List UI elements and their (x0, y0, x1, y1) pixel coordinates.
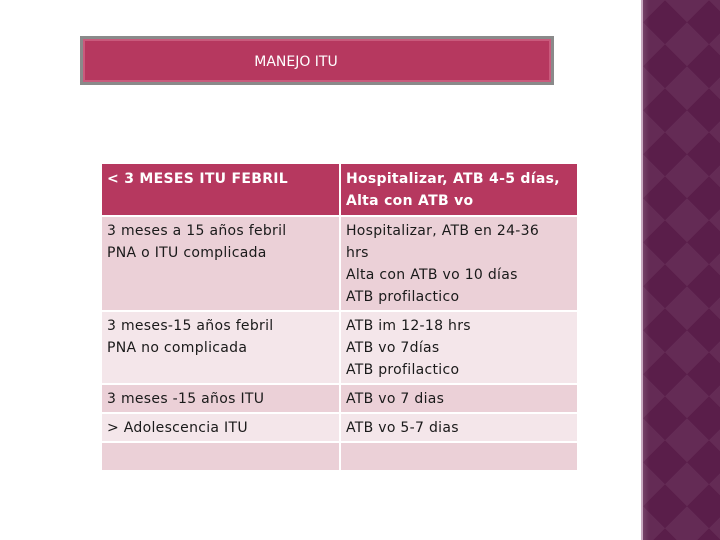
table-header-cell-age: < 3 MESES ITU FEBRIL (101, 163, 340, 216)
table-cell-treatment: Hospitalizar, ATB en 24-36 hrs Alta con ATB vo 10 días ATB profilactico (340, 216, 578, 311)
table-cell-treatment: ATB im 12-18 hrs ATB vo 7días ATB profilactico (340, 311, 578, 384)
table-cell-empty (101, 442, 340, 471)
table-row (101, 216, 578, 311)
table-cell-condition: 3 meses a 15 años febril PNA o ITU complicada (101, 216, 340, 311)
table-header-row (101, 163, 578, 216)
table-cell-treatment: ATB vo 5-7 dias (340, 413, 578, 442)
table-cell-condition: 3 meses -15 años ITU (101, 384, 340, 413)
table-row (101, 413, 578, 442)
table-cell-condition: 3 meses-15 años febril PNA no complicada (101, 311, 340, 384)
treatment-table (100, 162, 579, 472)
decorative-side-panel (641, 0, 720, 540)
table-row (101, 311, 578, 384)
slide-title: MANEJO ITU (254, 54, 338, 70)
table-cell-condition: > Adolescencia ITU (101, 413, 340, 442)
table-cell-empty (340, 442, 578, 471)
table-row-empty (101, 442, 578, 471)
slide-title-box (80, 36, 554, 85)
table-row (101, 384, 578, 413)
table-cell-treatment: ATB vo 7 dias (340, 384, 578, 413)
table-header-cell-treatment: Hospitalizar, ATB 4-5 días, Alta con ATB vo (340, 163, 578, 216)
